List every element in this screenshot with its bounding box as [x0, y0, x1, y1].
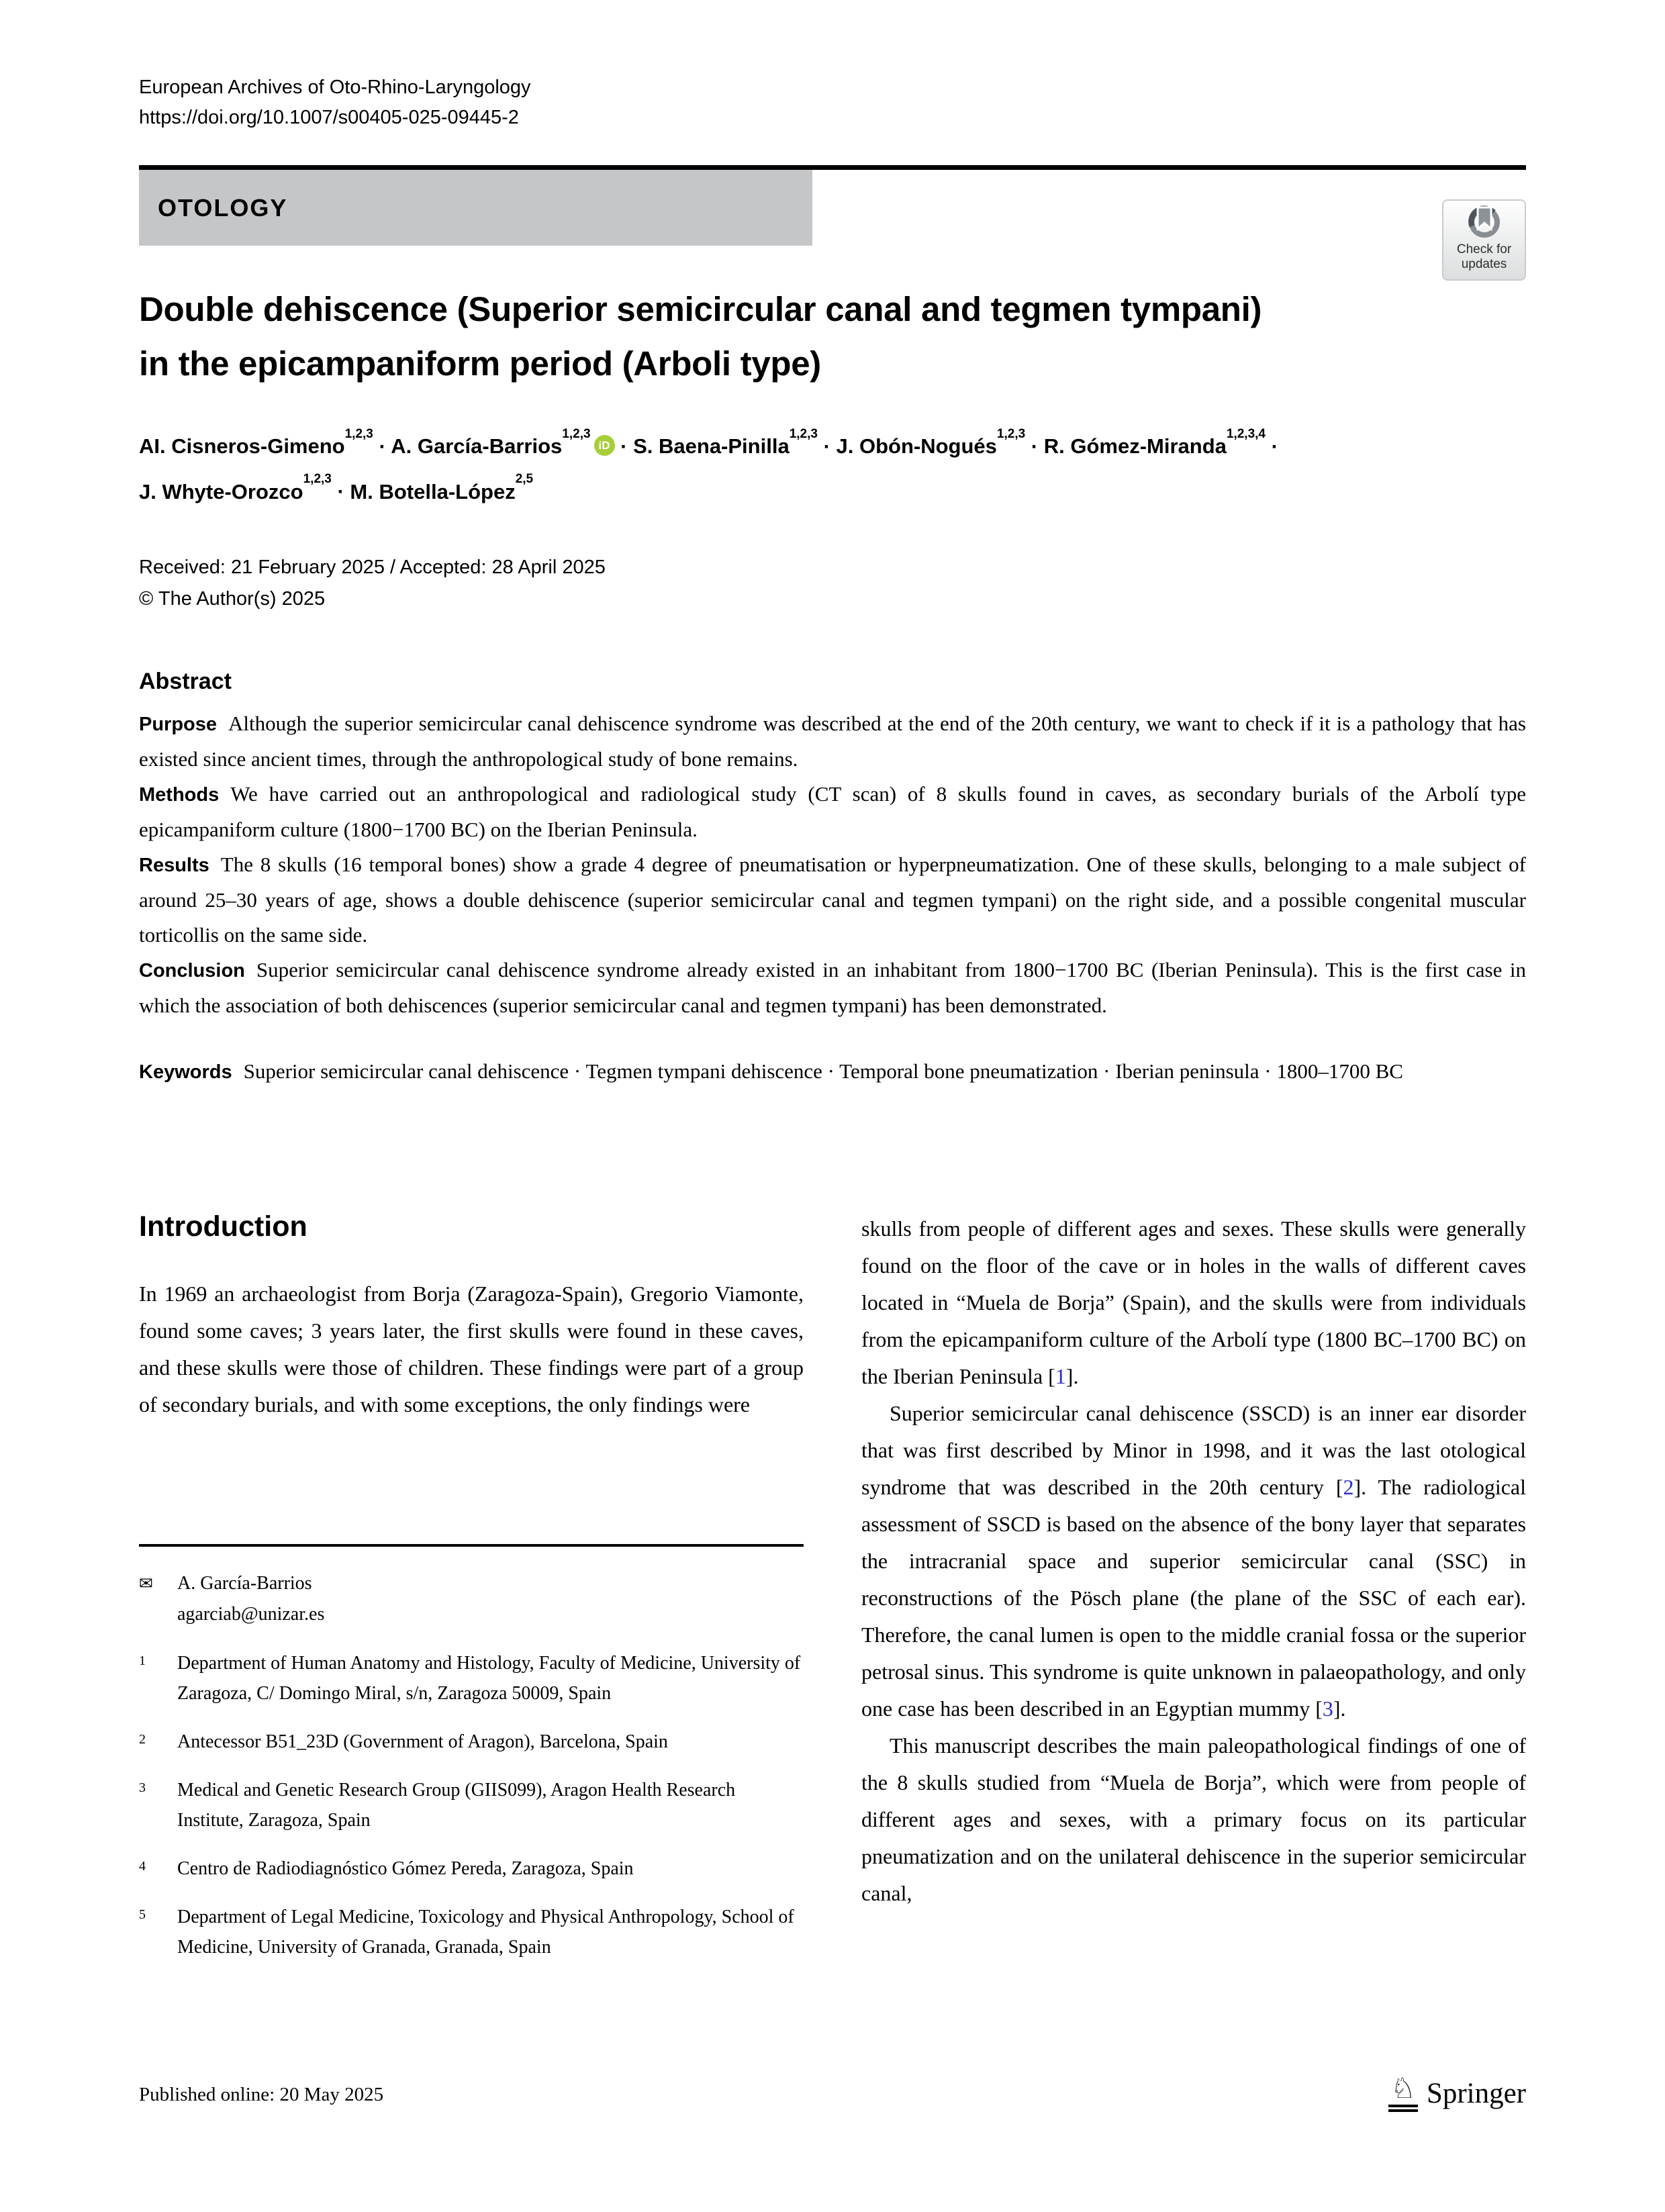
citation-link[interactable]: 3 [1322, 1696, 1333, 1721]
check-for-updates-label: Check for updates [1456, 242, 1512, 271]
affiliation-number: 1 [139, 1653, 146, 1668]
doi-link[interactable]: https://doi.org/10.1007/s00405-025-09445-2 [139, 107, 519, 128]
orcid-icon[interactable]: iD [594, 435, 615, 456]
article-history [139, 552, 606, 615]
affiliation-item [139, 1902, 804, 1962]
body-paragraph: skulls from people of different ages and sexes. These skulls were generally found on the floor of the cave or in holes in the walls of different caves located in “Muela de Borja” (Spain), and the skulls were from individuals from the epicampaniform culture of the Arbolí type (1800 BC–1700 BC) on the Iberian Peninsula [1]. [861, 1216, 1526, 1388]
received-accepted-line: Received: 21 February 2025 / Accepted: 28 April 2025 [139, 557, 606, 578]
author-name: M. Botella-López$^{2,5}$ [350, 472, 534, 503]
keywords-text: Superior semicircular canal dehiscence · Tegmen tympani dehiscence · Temporal bone pneumatization · Iberian peninsula · 1800–1700 BC [243, 1059, 1403, 1083]
author-separator: · [614, 434, 634, 459]
copyright-line: © The Author(s) 2025 [139, 588, 326, 610]
affiliation-number: 4 [139, 1859, 146, 1874]
abstract-paragraph-label: Methods [139, 784, 220, 806]
abstract-paragraph-label: Purpose [139, 714, 218, 735]
abstract-heading: Abstract [139, 669, 232, 694]
springer-horse-icon: ♘ [1388, 2074, 1418, 2112]
affiliation-text: Centro de Radiodiagnóstico Gómez Pereda, Zaragoza, Spain [177, 1858, 634, 1879]
correspondence-block [139, 1568, 804, 1630]
envelope-icon: ✉ [139, 1574, 153, 1593]
citation-link[interactable]: 2 [1343, 1475, 1354, 1499]
author-name: R. Gómez-Miranda$^{1,2,3,4}$ [1043, 427, 1266, 459]
check-for-updates-badge[interactable] [1442, 199, 1526, 281]
affiliation-number: 2 [139, 1732, 146, 1747]
check-for-updates-icon [1466, 205, 1503, 240]
body-paragraph: In 1969 an archaeologist from Borja (Zaragoza-Spain), Gregorio Viamonte, found some caves; 3 years later, the first skulls were found in these caves, and these skulls were those of children. These findings were part of a group of secondary burials, and with some exceptions, the only findings were [139, 1282, 804, 1416]
affiliation-text: Antecessor B51_23D (Government of Aragon), Barcelona, Spain [177, 1731, 668, 1752]
abstract-paragraph-label: Results [139, 855, 209, 876]
springer-logo [1388, 2074, 1526, 2112]
affiliation-item [139, 1775, 804, 1835]
affiliation-text: Department of Human Anatomy and Histology, Faculty of Medicine, University of Zaragoza, C/ Domingo Miral, s/n, Zaragoza 50009, Spain [177, 1653, 801, 1704]
right-column [861, 1210, 1526, 2023]
springer-wordmark: Springer [1426, 2077, 1526, 2109]
introduction-text-right [861, 1210, 1526, 1912]
author-list [139, 422, 1526, 512]
journal-name: European Archives of Oto-Rhino-Laryngology [139, 77, 531, 98]
journal-header [139, 73, 531, 133]
body-paragraph: This manuscript describes the main paleopathological findings of one of the 8 skulls studied from “Muela de Borja”, which were from people of different ages and sexes, with a primary focus on its particular pneumatization and on the unilateral dehiscence in the superior semicircular canal, [861, 1733, 1526, 1905]
author-name: J. Whyte-Orozco$^{1,2,3}$ [139, 472, 332, 503]
affiliation-list [139, 1648, 804, 1962]
author-separator: · [373, 434, 391, 459]
keywords-line [139, 1054, 1526, 1090]
section-label-box [139, 170, 812, 246]
published-online-line: Published online: 20 May 2025 [139, 2084, 384, 2105]
abstract-body [139, 706, 1526, 1023]
header-rule [139, 165, 1526, 170]
affiliation-text: Medical and Genetic Research Group (GIIS099), Aragon Health Research Institute, Zaragoza, Spain [177, 1780, 736, 1831]
author-separator: · [331, 479, 350, 503]
footnote-block [139, 1544, 804, 1962]
affiliation-number: 3 [139, 1780, 146, 1795]
author-name: S. Baena-Pinilla$^{1,2,3}$ [633, 427, 818, 459]
section-label: OTOLOGY [158, 193, 288, 222]
introduction-text-left [139, 1276, 804, 1423]
left-column [139, 1210, 804, 2023]
abstract-paragraph: Conclusion Superior semicircular canal dehiscence syndrome already existed in an inhabitant from 1800−1700 BC (Iberian Peninsula). This is the first case in which the association of both dehiscences (superior semicircular canal and tegmen tympani) has been demonstrated. [139, 958, 1526, 1017]
abstract-paragraph: Methods We have carried out an anthropological and radiological study (CT scan) of 8 skulls found in caves, as secondary burials of the Arbolí type epicampaniform culture (1800−1700 BC) on the Iberian Peninsula. [139, 782, 1526, 841]
footnote-separator [139, 1544, 804, 1547]
author-name: A. García-Barrios$^{1,2,3}$ [391, 427, 591, 459]
affiliation-text: Department of Legal Medicine, Toxicology and Physical Anthropology, School of Medicine, University of Granada, Granada, Spain [177, 1907, 794, 1958]
author-separator: · [817, 434, 837, 459]
keywords-label: Keywords [139, 1061, 232, 1083]
author-name: AI. Cisneros-Gimeno$^{1,2,3}$ [139, 427, 373, 459]
citation-link[interactable]: 1 [1055, 1364, 1066, 1388]
author-separator: · [1025, 434, 1044, 459]
body-paragraph: Superior semicircular canal dehiscence (SSCD) is an inner ear disorder that was first described by Minor in 1998, and it was the last otological syndrome that was described in the 20th century [2]. The radiological assessment of SSCD is based on the absence of the bony layer that separates the intracranial space and superior semicircular canal (SSC) in reconstructions of the Pösch plane (the plane of the SSC of each ear). Therefore, the canal lumen is open to the middle cranial fossa or the superior petrosal sinus. This syndrome is quite unknown in palaeopathology, and only one case has been described in an Egyptian mummy [3]. [861, 1401, 1526, 1721]
article-title: Double dehiscence (Superior semicircular canal and tegmen tympani) in the epicampaniform period (Arboli type) [139, 290, 1262, 383]
page-footer [139, 2074, 1526, 2112]
affiliation-item [139, 1727, 804, 1757]
corresponding-author-email[interactable]: agarciab@unizar.es [177, 1604, 325, 1625]
two-column-body [139, 1210, 1526, 2023]
corresponding-author-name: A. García-Barrios [177, 1573, 312, 1594]
abstract-section [139, 669, 1526, 1090]
author-name: J. Obón-Nogués$^{1,2,3}$ [836, 427, 1026, 459]
introduction-heading: Introduction [139, 1210, 307, 1243]
abstract-paragraph: Purpose Although the superior semicircular canal dehiscence syndrome was described at the end of the 20th century, we want to check if it is a pathology that has existed since ancient times, through the anthropological study of bone remains. [139, 712, 1526, 771]
abstract-paragraph: Results The 8 skulls (16 temporal bones) show a grade 4 degree of pneumatisation or hyperpneumatization. One of these skulls, belonging to a male subject of around 25–30 years of age, shows a double dehiscence (superior semicircular canal and tegmen tympani) on the right side, and a possible congenital muscular torticollis on the same side. [139, 853, 1526, 947]
abstract-paragraph-label: Conclusion [139, 960, 245, 981]
affiliation-number: 5 [139, 1907, 146, 1922]
author-separator: · [1266, 434, 1278, 459]
affiliation-item [139, 1854, 804, 1884]
affiliation-item [139, 1648, 804, 1709]
